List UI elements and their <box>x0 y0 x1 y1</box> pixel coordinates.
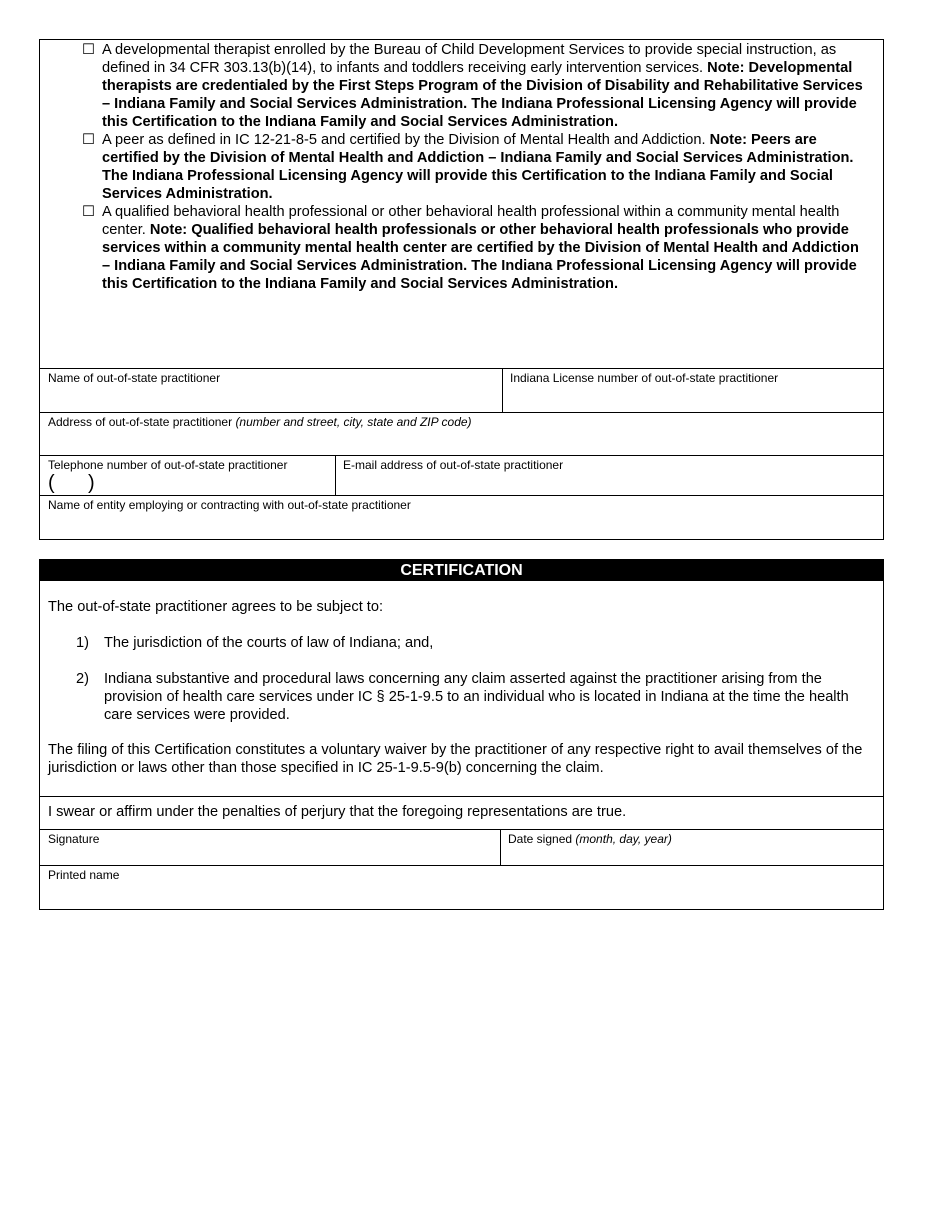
option-note: Note: Developmental therapists are credentialed by the First Steps Program of the Division of Disability and Rehabilitative Services – Indiana Family and Social Services Administration. The Indiana Professional Licensing Agency will provide this Certification to the Indiana Family and Social Services Administration. <box>102 60 863 130</box>
option-text: A developmental therapist enrolled by the Bureau of Child Development Services to provide special instruction, as defined in 34 CFR 303.13(b)(14), to infants and toddlers receiving early intervention services. <box>102 42 837 76</box>
divider <box>40 796 883 797</box>
list-text: The jurisdiction of the courts of law of Indiana; and, <box>104 635 434 651</box>
signature-label: Signature <box>48 832 100 846</box>
option-behavioral-health-professional <box>82 203 863 293</box>
certification-intro: The out-of-state practitioner agrees to be subject to: <box>48 599 384 615</box>
license-number-label: Indiana License number of out-of-state practitioner <box>510 371 779 385</box>
date-signed-label <box>508 832 672 846</box>
checkbox-peer[interactable]: ☐ <box>82 132 96 148</box>
list-item <box>76 670 871 724</box>
email-label: E-mail address of out-of-state practitioner <box>343 458 564 472</box>
email-field[interactable] <box>335 455 884 495</box>
practitioner-type-section <box>39 39 884 540</box>
printed-name-field[interactable] <box>40 865 884 910</box>
employer-entity-field[interactable] <box>40 495 884 540</box>
date-signed-label-text: Date signed <box>508 832 573 846</box>
checkbox-developmental-therapist[interactable]: ☐ <box>82 42 96 58</box>
signature-field[interactable] <box>40 829 500 865</box>
address-field[interactable] <box>40 412 884 455</box>
date-signed-field[interactable] <box>500 829 884 865</box>
list-number: 1) <box>76 635 89 651</box>
list-number: 2) <box>76 671 89 687</box>
practitioner-name-label: Name of out-of-state practitioner <box>48 371 221 385</box>
option-note: Note: Qualified behavioral health professionals or other behavioral health professionals who provide services within a community mental health center are certified by the Division of Mental Health and Addiction – Indiana Family and Social Services Administration. The Indiana Professional Licensing Agency will provide this Certification to the Indiana Family and Social Services Administration. <box>102 222 859 292</box>
option-text: A qualified behavioral health professional or other behavioral health professional within a community mental health center. <box>102 204 840 238</box>
telephone-label: Telephone number of out-of-state practitioner <box>48 458 288 472</box>
certification-title: CERTIFICATION <box>40 560 883 581</box>
list-text: Indiana substantive and procedural laws concerning any claim asserted against the practitioner arising from the provision of health care services under IC § 25-1-9.5 to an individual who is located in Indiana at the time the health care services were provided. <box>104 671 849 723</box>
telephone-field[interactable] <box>40 455 335 495</box>
date-hint: (month, day, year) <box>575 832 672 846</box>
list-item <box>76 634 871 652</box>
practitioner-name-field[interactable] <box>40 368 502 412</box>
address-label-text: Address of out-of-state practitioner <box>48 415 233 429</box>
practitioner-type-options <box>82 41 863 293</box>
option-text: A peer as defined in IC 12-21-8-5 and certified by the Division of Mental Health and Addiction. <box>102 132 706 148</box>
address-label <box>48 415 472 429</box>
option-developmental-therapist <box>82 41 863 131</box>
license-number-field[interactable] <box>502 368 884 412</box>
area-code-parens: ( ) <box>48 472 95 494</box>
checkbox-behavioral-health-professional[interactable]: ☐ <box>82 204 96 220</box>
waiver-statement: The filing of this Certification constitutes a voluntary waiver by the practitioner of any respective right to avail themselves of the jurisdiction or laws other than those specified in IC 25-1-9.5-9(b) concerning the claim. <box>48 742 863 776</box>
address-hint: (number and street, city, state and ZIP code) <box>235 415 472 429</box>
option-note: Note: Peers are certified by the Division of Mental Health and Addiction – Indiana Family and Social Services Administration. The Indiana Professional Licensing Agency will provide this Certification to the Indiana Family and Social Services Administration. <box>102 132 854 202</box>
option-peer <box>82 131 863 203</box>
certification-section <box>39 559 884 910</box>
employer-entity-label: Name of entity employing or contracting with out-of-state practitioner <box>48 498 411 512</box>
oath-statement: I swear or affirm under the penalties of perjury that the foregoing representations are true. <box>48 804 627 820</box>
printed-name-label: Printed name <box>48 868 120 882</box>
